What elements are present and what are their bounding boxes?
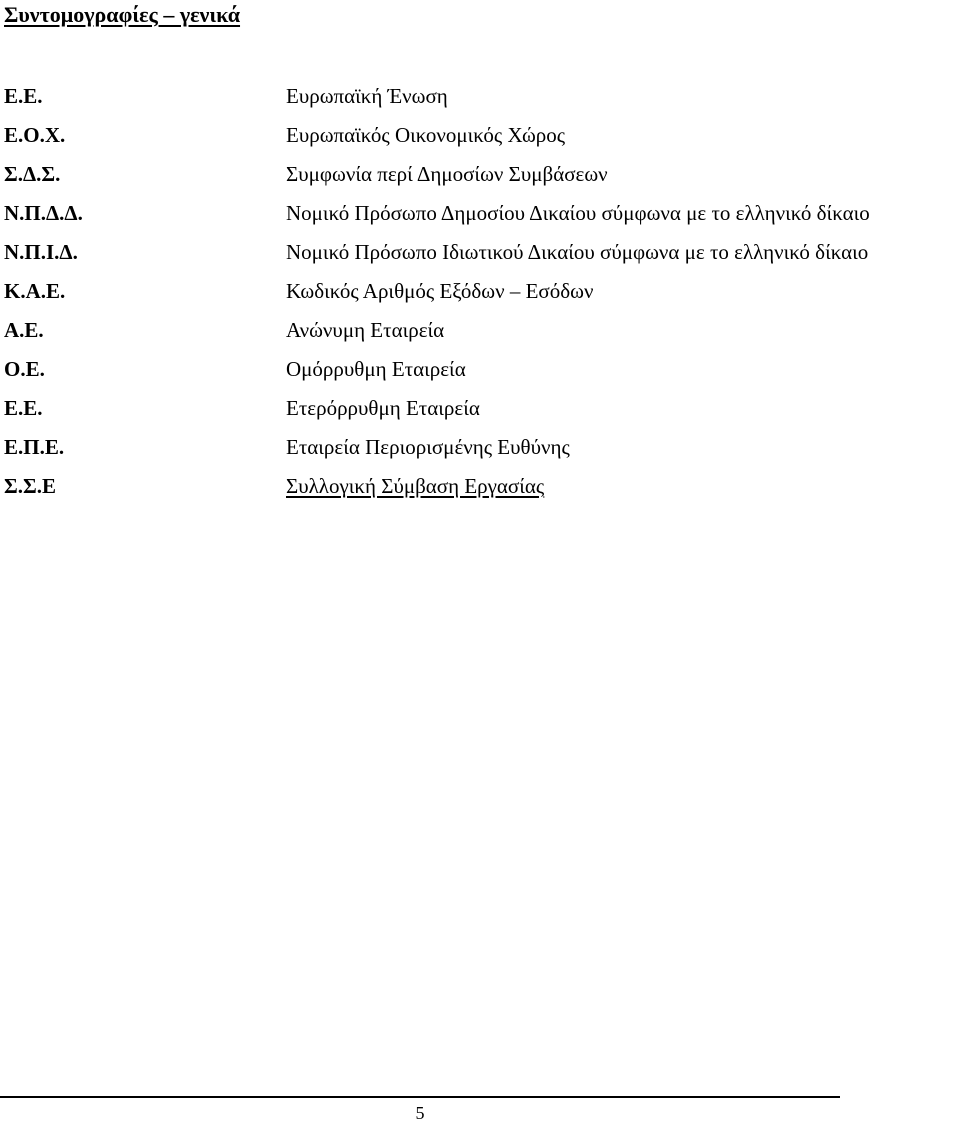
list-item xyxy=(4,80,960,119)
list-item xyxy=(4,197,960,236)
abbreviation-code: Ε.Π.Ε. xyxy=(4,435,65,459)
page-number: 5 xyxy=(415,1103,425,1123)
abbreviation-definition: Ετερόρρυθμη Εταιρεία xyxy=(286,396,480,420)
list-item xyxy=(4,275,960,314)
list-item xyxy=(4,158,960,197)
page-title: Συντομογραφίες – γενικά xyxy=(4,2,241,27)
abbreviation-list xyxy=(4,80,960,509)
abbreviation-code: Σ.Δ.Σ. xyxy=(4,162,61,186)
abbreviation-code: Ν.Π.Δ.Δ. xyxy=(4,201,83,225)
abbreviation-definition: Ευρωπαϊκή Ένωση xyxy=(286,84,448,108)
abbreviation-definition: Ομόρρυθμη Εταιρεία xyxy=(286,357,466,381)
abbreviation-definition: Κωδικός Αριθμός Εξόδων – Εσόδων xyxy=(286,279,594,303)
abbreviation-definition: Ανώνυμη Εταιρεία xyxy=(286,318,445,342)
abbreviation-code: Σ.Σ.Ε xyxy=(4,474,56,498)
abbreviation-definition: Νομικό Πρόσωπο Δημοσίου Δικαίου σύμφωνα με το ελληνικό δίκαιο xyxy=(286,201,870,225)
abbreviation-definition: Εταιρεία Περιορισμένης Ευθύνης xyxy=(286,435,570,459)
abbreviation-code: Ε.Ε. xyxy=(4,84,43,108)
abbreviation-definition: Συμφωνία περί Δημοσίων Συμβάσεων xyxy=(286,162,608,186)
list-item xyxy=(4,236,960,275)
footer-divider xyxy=(0,1096,840,1098)
abbreviation-code: Κ.Α.Ε. xyxy=(4,279,66,303)
abbreviation-definition: Συλλογική Σύμβαση Εργασίας xyxy=(286,474,545,498)
abbreviation-code: Ν.Π.Ι.Δ. xyxy=(4,240,78,264)
list-item xyxy=(4,431,960,470)
abbreviation-code: Ο.Ε. xyxy=(4,357,45,381)
list-item xyxy=(4,392,960,431)
abbreviation-code: Α.Ε. xyxy=(4,318,44,342)
abbreviation-definition: Ευρωπαϊκός Οικονομικός Χώρος xyxy=(286,123,566,147)
list-item xyxy=(4,470,960,509)
list-item xyxy=(4,314,960,353)
abbreviation-code: Ε.Ο.Χ. xyxy=(4,123,66,147)
list-item xyxy=(4,119,960,158)
abbreviation-definition: Νομικό Πρόσωπο Ιδιωτικού Δικαίου σύμφωνα με το ελληνικό δίκαιο xyxy=(286,240,869,264)
list-item xyxy=(4,353,960,392)
abbreviation-code: Ε.Ε. xyxy=(4,396,43,420)
